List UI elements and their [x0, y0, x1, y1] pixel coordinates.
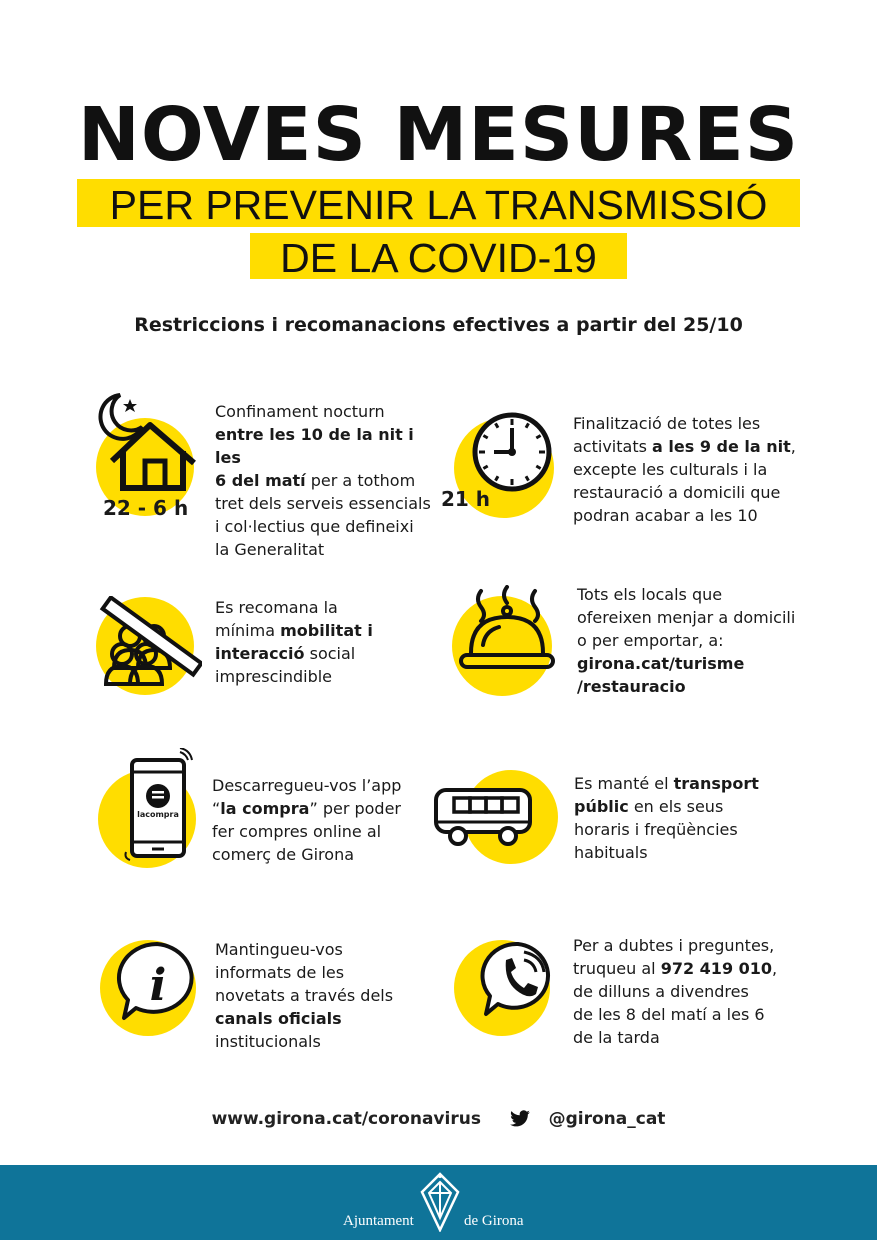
- text-line-bold: públic: [574, 797, 629, 816]
- logo-text-left: Ajuntament: [343, 1213, 414, 1229]
- text-line-bold: canals oficials: [215, 1009, 342, 1028]
- phone-call-icon: [478, 938, 563, 1023]
- text-line: truqueu al: [573, 959, 661, 978]
- website-link[interactable]: www.girona.cat/coronavirus: [211, 1109, 481, 1129]
- closing-hour-badge: 21 h: [441, 487, 491, 511]
- item-mobility-text: [215, 596, 435, 688]
- subtitle-line-2: DE LA COVID-19: [280, 235, 597, 281]
- text-line: “: [212, 799, 221, 818]
- item-transport-text: [574, 772, 799, 864]
- info-icon: [112, 938, 202, 1023]
- no-crowd-icon: [92, 596, 202, 686]
- text-line: excepte les culturals i la: [573, 460, 768, 479]
- text-line-bold: la compra: [220, 799, 310, 818]
- text-line: novetats a través dels: [215, 986, 394, 1005]
- girona-coat-of-arms-icon: [418, 1172, 462, 1232]
- phone-app-icon: [118, 748, 193, 863]
- text-line: tret dels serveis essencials: [215, 494, 431, 513]
- food-cloche-icon: [455, 585, 560, 680]
- twitter-icon: [509, 1110, 531, 1128]
- text-line: de les 8 del matí a les 6: [573, 1005, 765, 1024]
- twitter-handle-link[interactable]: @girona_cat: [548, 1109, 666, 1129]
- text-line: o per emportar, a:: [577, 631, 724, 650]
- text-line: Per a dubtes i preguntes,: [573, 936, 775, 955]
- text-line: de la tarda: [573, 1028, 660, 1047]
- text-line: la Generalitat: [215, 540, 325, 559]
- text-line: Finalització de totes les: [573, 414, 761, 433]
- text-line-bold: entre les 10 de la nit i les: [215, 425, 414, 467]
- text-line: institucionals: [215, 1032, 321, 1051]
- text-line: Confinament nocturn: [215, 402, 385, 421]
- text-line: Mantingueu-vos: [215, 940, 343, 959]
- item-app-text: [212, 774, 437, 866]
- text-line: Descarregueu-vos l’app: [212, 776, 402, 795]
- text-line: activitats: [573, 437, 653, 456]
- text-line: i col·lectius que defineixi: [215, 517, 414, 536]
- text-line: habituals: [574, 843, 648, 862]
- item-curfew-text: [215, 400, 440, 561]
- phone-number[interactable]: 972 419 010: [660, 959, 773, 978]
- page-title: NOVES MESURES: [77, 92, 800, 178]
- text-line: mínima: [215, 621, 281, 640]
- subtitle-line-1: PER PREVENIR LA TRANSMISSIÓ: [109, 182, 768, 228]
- text-line: ofereixen menjar a domicili: [577, 608, 796, 627]
- text-line: ” per poder: [309, 799, 401, 818]
- text-line: Es manté el: [574, 774, 674, 793]
- text-line: informats de les: [215, 963, 345, 982]
- text-line: social: [304, 644, 356, 663]
- item-activities-text: [573, 412, 813, 527]
- text-line: ,: [772, 959, 778, 978]
- text-line: Tots els locals que: [577, 585, 723, 604]
- item-food-text: [577, 583, 817, 698]
- text-line-bold: 6 del matí: [215, 471, 306, 490]
- lead-text: Restriccions i recomanacions efectives a partir del 25/10: [134, 314, 743, 336]
- logo-text-right: de Girona: [464, 1213, 524, 1229]
- item-channels-text: [215, 938, 440, 1053]
- svg-text:i: i: [149, 960, 167, 1011]
- text-line-bold: mobilitat i: [280, 621, 373, 640]
- app-label: lacompra: [137, 810, 179, 819]
- item-phone-text: [573, 934, 813, 1049]
- text-line: horaris i freqüències: [574, 820, 738, 839]
- restaurant-link[interactable]: /restauracio: [577, 677, 686, 696]
- text-line-bold: interacció: [215, 644, 305, 663]
- text-line: en els seus: [628, 797, 724, 816]
- text-line: de dilluns a divendres: [573, 982, 749, 1001]
- footer-links: [0, 1104, 877, 1134]
- text-line: podran acabar a les 10: [573, 506, 758, 525]
- text-line: per a tothom: [305, 471, 416, 490]
- bus-icon: [432, 780, 537, 855]
- text-line: Es recomana la: [215, 598, 338, 617]
- night-house-icon: [90, 385, 210, 505]
- curfew-hours-badge: 22 - 6 h: [103, 496, 189, 520]
- text-line: restauració a domicili que: [573, 483, 781, 502]
- text-line-bold: a les 9 de la nit: [652, 437, 791, 456]
- text-line: ,: [790, 437, 796, 456]
- text-line-bold: transport: [673, 774, 759, 793]
- text-line: imprescindible: [215, 667, 333, 686]
- text-line: fer compres online al: [212, 822, 382, 841]
- text-line: comerç de Girona: [212, 845, 355, 864]
- restaurant-link[interactable]: girona.cat/turisme: [577, 654, 745, 673]
